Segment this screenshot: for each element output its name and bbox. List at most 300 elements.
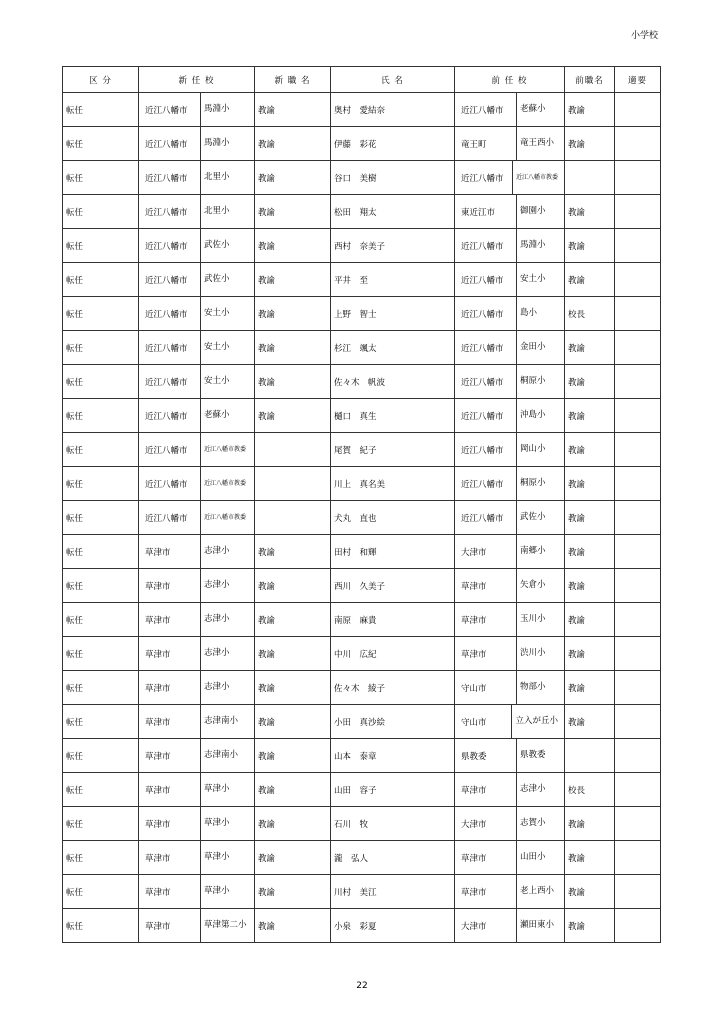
- note-cell: [615, 773, 661, 807]
- kubun-cell: 転任: [63, 739, 139, 773]
- new-school-cell: [139, 739, 255, 773]
- table-row: [63, 841, 661, 875]
- prev-school-cell: [455, 841, 565, 875]
- prev-city: 草津市: [461, 615, 487, 626]
- new-title-cell: 教諭: [255, 637, 331, 671]
- header-new-title: 新 職 名: [255, 67, 331, 93]
- prev-city: 近江八幡市: [461, 479, 504, 490]
- name-cell: 川村 美江: [331, 875, 455, 909]
- new-city: 草津市: [145, 887, 171, 898]
- new-city: 草津市: [145, 751, 171, 762]
- prev-school-name: 矢倉小: [516, 569, 561, 602]
- prev-title-cell: 教諭: [565, 229, 615, 263]
- name-cell: 石川 牧: [331, 807, 455, 841]
- new-school-name: 志津小: [200, 603, 251, 636]
- note-cell: [615, 263, 661, 297]
- prev-school-name: 沖島小: [516, 399, 561, 432]
- note-cell: [615, 909, 661, 943]
- new-title-cell: 教諭: [255, 671, 331, 705]
- table-row: [63, 195, 661, 229]
- new-school-cell: [139, 365, 255, 399]
- prev-school-name: 桐原小: [516, 365, 561, 398]
- prev-school-name: 竜王西小: [516, 127, 561, 160]
- prev-school-name: 金田小: [516, 331, 561, 364]
- prev-title-cell: 教諭: [565, 569, 615, 603]
- new-school-cell: [139, 93, 255, 127]
- prev-title-cell: 教諭: [565, 467, 615, 501]
- table-row: [63, 705, 661, 739]
- new-city: 草津市: [145, 921, 171, 932]
- prev-title-cell: [565, 161, 615, 195]
- name-cell: 松田 翔太: [331, 195, 455, 229]
- new-city: 近江八幡市: [145, 513, 188, 524]
- prev-school-cell: [455, 807, 565, 841]
- new-school-cell: [139, 433, 255, 467]
- name-cell: 平井 至: [331, 263, 455, 297]
- prev-title-cell: 教諭: [565, 909, 615, 943]
- prev-school-name: 県教委: [516, 739, 561, 772]
- table-row: [63, 875, 661, 909]
- note-cell: [615, 399, 661, 433]
- kubun-cell: 転任: [63, 93, 139, 127]
- prev-title-cell: 教諭: [565, 433, 615, 467]
- new-school-cell: [139, 297, 255, 331]
- table-row: [63, 501, 661, 535]
- prev-title-cell: 教諭: [565, 399, 615, 433]
- new-title-cell: 教諭: [255, 161, 331, 195]
- prev-school-name: 老蘇小: [516, 93, 561, 126]
- prev-school-cell: [455, 637, 565, 671]
- table-row: [63, 603, 661, 637]
- new-school-name: 草津小: [200, 841, 251, 874]
- prev-city: 近江八幡市: [461, 445, 504, 456]
- kubun-cell: 転任: [63, 637, 139, 671]
- school-level-label: 小学校: [630, 31, 658, 41]
- prev-school-cell: [455, 161, 565, 195]
- prev-school-name: 瀬田東小: [516, 909, 561, 942]
- new-school-name: 近江八幡市教委: [200, 433, 251, 466]
- prev-school-name: 山田小: [516, 841, 561, 874]
- kubun-cell: 転任: [63, 331, 139, 365]
- name-cell: 佐々木 綾子: [331, 671, 455, 705]
- new-school-name: 武佐小: [200, 229, 251, 262]
- kubun-cell: 転任: [63, 773, 139, 807]
- prev-city: 守山市: [461, 717, 487, 728]
- new-school-cell: [139, 501, 255, 535]
- prev-title-cell: 教諭: [565, 535, 615, 569]
- new-school-name: 志津小: [200, 569, 251, 602]
- new-school-name: 馬淵小: [200, 93, 251, 126]
- prev-school-cell: [455, 229, 565, 263]
- new-city: 草津市: [145, 615, 171, 626]
- new-school-name: 志津小: [200, 671, 251, 704]
- name-cell: 川上 真名美: [331, 467, 455, 501]
- kubun-cell: 転任: [63, 161, 139, 195]
- name-cell: 西川 久美子: [331, 569, 455, 603]
- new-city: 草津市: [145, 853, 171, 864]
- prev-title-cell: 教諭: [565, 93, 615, 127]
- prev-title-cell: 校長: [565, 297, 615, 331]
- name-cell: 瀧 弘人: [331, 841, 455, 875]
- note-cell: [615, 535, 661, 569]
- name-cell: 南原 麻貴: [331, 603, 455, 637]
- name-cell: 山本 泰章: [331, 739, 455, 773]
- prev-school-name: 武佐小: [516, 501, 561, 534]
- prev-title-cell: [565, 739, 615, 773]
- new-school-name: 志津南小: [200, 739, 251, 772]
- new-title-cell: 教諭: [255, 263, 331, 297]
- new-title-cell: 教諭: [255, 229, 331, 263]
- prev-school-name: 老上西小: [516, 875, 561, 908]
- kubun-cell: 転任: [63, 705, 139, 739]
- prev-school-name: 志賀小: [516, 807, 561, 840]
- prev-school-cell: [455, 909, 565, 943]
- new-city: 近江八幡市: [145, 139, 188, 150]
- new-school-name: 近江八幡市教委: [200, 501, 251, 534]
- header-kubun: 区 分: [63, 67, 139, 93]
- kubun-cell: 転任: [63, 263, 139, 297]
- prev-city: 草津市: [461, 785, 487, 796]
- new-title-cell: 教諭: [255, 127, 331, 161]
- header-new-school: 新 任 校: [139, 67, 255, 93]
- kubun-cell: 転任: [63, 433, 139, 467]
- prev-title-cell: 教諭: [565, 671, 615, 705]
- new-school-name: 武佐小: [200, 263, 251, 296]
- name-cell: 西村 奈美子: [331, 229, 455, 263]
- new-title-cell: [255, 433, 331, 467]
- table-row: [63, 127, 661, 161]
- new-city: 近江八幡市: [145, 309, 188, 320]
- table-row: [63, 263, 661, 297]
- new-title-cell: 教諭: [255, 773, 331, 807]
- new-school-cell: [139, 773, 255, 807]
- prev-title-cell: 教諭: [565, 637, 615, 671]
- prev-school-name: 馬淵小: [516, 229, 561, 262]
- new-school-name: 老蘇小: [200, 399, 251, 432]
- new-school-name: 草津小: [200, 875, 251, 908]
- prev-title-cell: 教諭: [565, 501, 615, 535]
- prev-city: 草津市: [461, 887, 487, 898]
- note-cell: [615, 637, 661, 671]
- kubun-cell: 転任: [63, 875, 139, 909]
- new-title-cell: 教諭: [255, 875, 331, 909]
- new-school-name: 安土小: [200, 331, 251, 364]
- new-school-cell: [139, 535, 255, 569]
- kubun-cell: 転任: [63, 467, 139, 501]
- prev-title-cell: 教諭: [565, 263, 615, 297]
- new-school-name: 草津小: [200, 773, 251, 806]
- prev-school-cell: [455, 501, 565, 535]
- prev-school-name: 志津小: [516, 773, 561, 806]
- prev-title-cell: 教諭: [565, 875, 615, 909]
- prev-school-name: 桐原小: [516, 467, 561, 500]
- new-title-cell: 教諭: [255, 909, 331, 943]
- new-city: 草津市: [145, 819, 171, 830]
- new-title-cell: 教諭: [255, 569, 331, 603]
- note-cell: [615, 331, 661, 365]
- prev-school-cell: [455, 569, 565, 603]
- prev-city: 近江八幡市: [461, 241, 504, 252]
- prev-school-name: 南郷小: [516, 535, 561, 568]
- new-title-cell: 教諭: [255, 841, 331, 875]
- prev-city: 県教委: [461, 751, 487, 762]
- new-school-cell: [139, 671, 255, 705]
- new-title-cell: 教諭: [255, 297, 331, 331]
- new-school-cell: [139, 909, 255, 943]
- prev-title-cell: 教諭: [565, 705, 615, 739]
- note-cell: [615, 739, 661, 773]
- prev-city: 近江八幡市: [461, 343, 504, 354]
- prev-school-name: 御園小: [516, 195, 561, 228]
- new-title-cell: [255, 501, 331, 535]
- prev-school-cell: [455, 433, 565, 467]
- prev-title-cell: 校長: [565, 773, 615, 807]
- kubun-cell: 転任: [63, 909, 139, 943]
- prev-title-cell: 教諭: [565, 365, 615, 399]
- table-row: [63, 93, 661, 127]
- new-title-cell: 教諭: [255, 399, 331, 433]
- new-school-name: 草津第二小: [200, 909, 251, 942]
- new-school-name: 草津小: [200, 807, 251, 840]
- prev-school-name: 安土小: [516, 263, 561, 296]
- name-cell: 上野 智士: [331, 297, 455, 331]
- note-cell: [615, 569, 661, 603]
- new-city: 近江八幡市: [145, 445, 188, 456]
- prev-school-cell: [455, 671, 565, 705]
- new-school-cell: [139, 331, 255, 365]
- new-city: 草津市: [145, 785, 171, 796]
- table-row: [63, 637, 661, 671]
- prev-school-name: 立入が丘小: [511, 705, 561, 738]
- prev-school-name: 近江八幡市教委: [512, 161, 561, 194]
- new-school-cell: [139, 807, 255, 841]
- table-row: [63, 161, 661, 195]
- table-header-row: [63, 67, 661, 93]
- prev-city: 近江八幡市: [461, 513, 504, 524]
- new-school-name: 北里小: [200, 195, 251, 228]
- prev-city: 東近江市: [461, 207, 496, 218]
- table-row: [63, 399, 661, 433]
- kubun-cell: 転任: [63, 603, 139, 637]
- name-cell: 山田 容子: [331, 773, 455, 807]
- header-prev-title: 前職名: [565, 67, 615, 93]
- new-school-cell: [139, 603, 255, 637]
- prev-city: 草津市: [461, 649, 487, 660]
- new-city: 近江八幡市: [145, 343, 188, 354]
- prev-city: 大津市: [461, 921, 487, 932]
- prev-school-cell: [455, 127, 565, 161]
- name-cell: 田村 和輝: [331, 535, 455, 569]
- header-name: 氏 名: [331, 67, 455, 93]
- prev-title-cell: 教諭: [565, 603, 615, 637]
- kubun-cell: 転任: [63, 365, 139, 399]
- prev-school-cell: [455, 365, 565, 399]
- prev-city: 大津市: [461, 819, 487, 830]
- prev-school-cell: [455, 93, 565, 127]
- new-school-name: 志津南小: [200, 705, 251, 738]
- new-school-cell: [139, 263, 255, 297]
- prev-school-cell: [455, 263, 565, 297]
- note-cell: [615, 671, 661, 705]
- note-cell: [615, 365, 661, 399]
- prev-city: 近江八幡市: [461, 105, 504, 116]
- prev-title-cell: 教諭: [565, 195, 615, 229]
- prev-school-name: 渋川小: [516, 637, 561, 670]
- table-row: [63, 331, 661, 365]
- name-cell: 奥村 愛結奈: [331, 93, 455, 127]
- new-title-cell: 教諭: [255, 93, 331, 127]
- table-row: [63, 773, 661, 807]
- prev-school-cell: [455, 739, 565, 773]
- name-cell: 小田 真沙絵: [331, 705, 455, 739]
- name-cell: 小泉 彩夏: [331, 909, 455, 943]
- kubun-cell: 転任: [63, 671, 139, 705]
- new-city: 近江八幡市: [145, 411, 188, 422]
- new-school-cell: [139, 705, 255, 739]
- note-cell: [615, 195, 661, 229]
- prev-school-cell: [455, 467, 565, 501]
- new-city: 近江八幡市: [145, 275, 188, 286]
- note-cell: [615, 433, 661, 467]
- new-school-name: 志津小: [200, 535, 251, 568]
- new-title-cell: [255, 467, 331, 501]
- new-school-name: 志津小: [200, 637, 251, 670]
- prev-school-name: 玉川小: [516, 603, 561, 636]
- prev-school-cell: [455, 705, 565, 739]
- table-row: [63, 297, 661, 331]
- new-city: 近江八幡市: [145, 479, 188, 490]
- table-row: [63, 229, 661, 263]
- prev-school-cell: [455, 331, 565, 365]
- prev-school-cell: [455, 297, 565, 331]
- table-row: [63, 909, 661, 943]
- note-cell: [615, 161, 661, 195]
- table-row: [63, 433, 661, 467]
- new-school-name: 北里小: [200, 161, 251, 194]
- new-school-cell: [139, 841, 255, 875]
- note-cell: [615, 705, 661, 739]
- new-city: 草津市: [145, 683, 171, 694]
- prev-city: 近江八幡市: [461, 309, 504, 320]
- name-cell: 樋口 真生: [331, 399, 455, 433]
- table-row: [63, 807, 661, 841]
- new-school-name: 安土小: [200, 365, 251, 398]
- new-school-name: 安土小: [200, 297, 251, 330]
- name-cell: 伊藤 彩花: [331, 127, 455, 161]
- note-cell: [615, 229, 661, 263]
- note-cell: [615, 93, 661, 127]
- new-city: 近江八幡市: [145, 241, 188, 252]
- new-school-cell: [139, 875, 255, 909]
- prev-city: 大津市: [461, 547, 487, 558]
- prev-school-cell: [455, 535, 565, 569]
- prev-city: 近江八幡市: [461, 377, 504, 388]
- name-cell: 佐々木 帆波: [331, 365, 455, 399]
- prev-school-name: 物部小: [516, 671, 561, 704]
- new-city: 草津市: [145, 717, 171, 728]
- note-cell: [615, 467, 661, 501]
- prev-city: 近江八幡市: [461, 173, 504, 184]
- kubun-cell: 転任: [63, 127, 139, 161]
- note-cell: [615, 297, 661, 331]
- kubun-cell: 転任: [63, 229, 139, 263]
- new-city: 近江八幡市: [145, 105, 188, 116]
- new-school-cell: [139, 195, 255, 229]
- new-school-cell: [139, 161, 255, 195]
- table-row: [63, 467, 661, 501]
- new-city: 近江八幡市: [145, 377, 188, 388]
- new-city: 草津市: [145, 547, 171, 558]
- new-title-cell: 教諭: [255, 807, 331, 841]
- new-school-cell: [139, 229, 255, 263]
- new-title-cell: 教諭: [255, 331, 331, 365]
- prev-school-name: 島小: [516, 297, 561, 330]
- prev-city: 草津市: [461, 853, 487, 864]
- new-title-cell: 教諭: [255, 603, 331, 637]
- new-city: 草津市: [145, 649, 171, 660]
- new-city: 草津市: [145, 581, 171, 592]
- name-cell: 杉江 颯太: [331, 331, 455, 365]
- header-prev-school: 前 任 校: [455, 67, 565, 93]
- kubun-cell: 転任: [63, 501, 139, 535]
- new-city: 近江八幡市: [145, 173, 188, 184]
- new-school-cell: [139, 127, 255, 161]
- new-school-cell: [139, 399, 255, 433]
- note-cell: [615, 127, 661, 161]
- prev-title-cell: 教諭: [565, 807, 615, 841]
- name-cell: 犬丸 直也: [331, 501, 455, 535]
- kubun-cell: 転任: [63, 841, 139, 875]
- prev-school-cell: [455, 773, 565, 807]
- table-row: [63, 365, 661, 399]
- new-title-cell: 教諭: [255, 739, 331, 773]
- new-school-name: 馬淵小: [200, 127, 251, 160]
- header-note: 適要: [615, 67, 661, 93]
- table-row: [63, 671, 661, 705]
- new-city: 近江八幡市: [145, 207, 188, 218]
- kubun-cell: 転任: [63, 535, 139, 569]
- kubun-cell: 転任: [63, 569, 139, 603]
- prev-title-cell: 教諭: [565, 331, 615, 365]
- prev-school-name: 岡山小: [516, 433, 561, 466]
- name-cell: 尾賀 紀子: [331, 433, 455, 467]
- prev-school-cell: [455, 399, 565, 433]
- kubun-cell: 転任: [63, 297, 139, 331]
- new-school-name: 近江八幡市教委: [200, 467, 251, 500]
- prev-city: 守山市: [461, 683, 487, 694]
- table-row: [63, 535, 661, 569]
- new-title-cell: 教諭: [255, 365, 331, 399]
- new-school-cell: [139, 569, 255, 603]
- note-cell: [615, 875, 661, 909]
- prev-city: 近江八幡市: [461, 411, 504, 422]
- prev-school-cell: [455, 195, 565, 229]
- note-cell: [615, 501, 661, 535]
- personnel-table: [62, 66, 661, 943]
- new-title-cell: 教諭: [255, 705, 331, 739]
- table-body: [63, 93, 661, 943]
- prev-city: 近江八幡市: [461, 275, 504, 286]
- page-number: 22: [356, 981, 368, 991]
- new-school-cell: [139, 467, 255, 501]
- kubun-cell: 転任: [63, 195, 139, 229]
- name-cell: 谷口 美樹: [331, 161, 455, 195]
- name-cell: 中川 広紀: [331, 637, 455, 671]
- note-cell: [615, 807, 661, 841]
- prev-city: 草津市: [461, 581, 487, 592]
- kubun-cell: 転任: [63, 807, 139, 841]
- new-title-cell: 教諭: [255, 195, 331, 229]
